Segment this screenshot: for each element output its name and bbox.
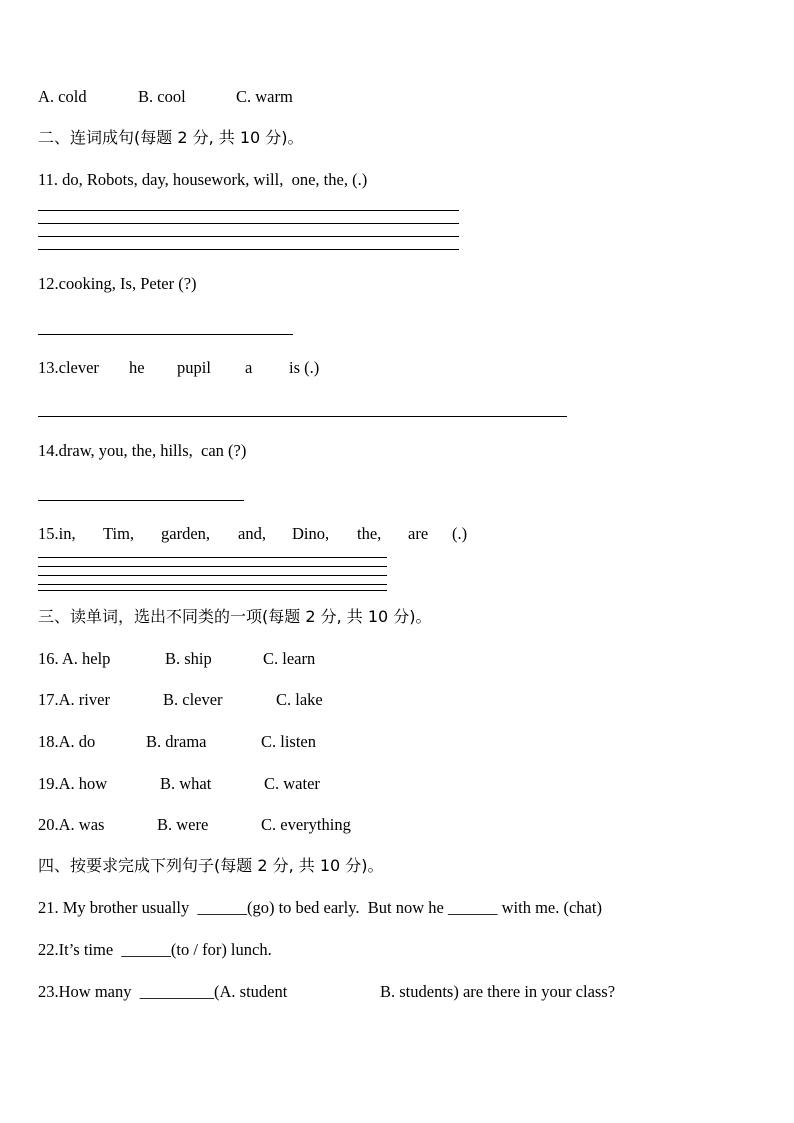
q19-option-c: C. water (264, 774, 320, 793)
q10-option-c: C. warm (236, 87, 293, 106)
q16-option-c: C. learn (263, 649, 316, 668)
question-15-word: and, (238, 524, 266, 543)
section-3-heading: 三、读单词，选出不同类的一项(每题 2 分, 共 10 分)。 (38, 607, 432, 626)
question-23: 23.How many _________(A. student (38, 982, 288, 1001)
answer-line (38, 557, 387, 558)
question-15-word: Tim, (103, 524, 135, 543)
question-15-word: the, (357, 524, 382, 543)
question-15-word: Dino, (292, 524, 330, 543)
question-13-word: pupil (177, 358, 211, 377)
q18-option-a: 18.A. do (38, 732, 96, 751)
answer-line (38, 249, 459, 250)
q17-option-c: C. lake (276, 690, 323, 709)
question-15-word: garden, (161, 524, 211, 543)
question-14: 14.draw, you, the, hills, can (?) (38, 441, 247, 460)
answer-line (38, 575, 387, 576)
q10-option-a: A. cold (38, 87, 87, 106)
question-13-word: he (129, 358, 145, 377)
section-2-heading: 二、连词成句(每题 2 分, 共 10 分)。 (38, 128, 304, 147)
section-4-heading: 四、按要求完成下列句子(每题 2 分, 共 10 分)。 (38, 856, 384, 875)
q16-option-b: B. ship (165, 649, 212, 668)
q18-option-c: C. listen (261, 732, 317, 751)
answer-line-14 (38, 500, 244, 501)
answer-line (38, 584, 387, 585)
answer-line (38, 223, 459, 224)
question-13-word: is (.) (289, 358, 320, 377)
q16-option-a: 16. A. help (38, 649, 111, 668)
q19-option-b: B. what (160, 774, 212, 793)
question-23-option-b: B. students) are there in your class? (380, 982, 616, 1001)
q19-option-a: 19.A. how (38, 774, 108, 793)
question-13-number: 13.clever (38, 358, 99, 377)
question-12: 12.cooking, Is, Peter (?) (38, 274, 197, 293)
question-13-word: a (245, 358, 253, 377)
answer-line (38, 210, 459, 211)
question-11: 11. do, Robots, day, housework, will, one, the, (.) (38, 170, 368, 189)
answer-line (38, 590, 387, 591)
q20-option-c: C. everything (261, 815, 351, 834)
answer-line-12 (38, 334, 293, 335)
question-21: 21. My brother usually ______(go) to bed early. But now he ______ with me. (chat) (38, 898, 602, 917)
q17-option-b: B. clever (163, 690, 223, 709)
question-15-word: (.) (452, 524, 468, 543)
q17-option-a: 17.A. river (38, 690, 110, 709)
question-15-number: 15.in, (38, 524, 76, 543)
q20-option-a: 20.A. was (38, 815, 105, 834)
q10-option-b: B. cool (138, 87, 186, 106)
question-15-word: are (408, 524, 429, 543)
answer-line (38, 236, 459, 237)
q18-option-b: B. drama (146, 732, 207, 751)
q20-option-b: B. were (157, 815, 209, 834)
answer-line-13 (38, 416, 567, 417)
answer-line (38, 566, 387, 567)
question-22: 22.It’s time ______(to / for) lunch. (38, 940, 272, 959)
